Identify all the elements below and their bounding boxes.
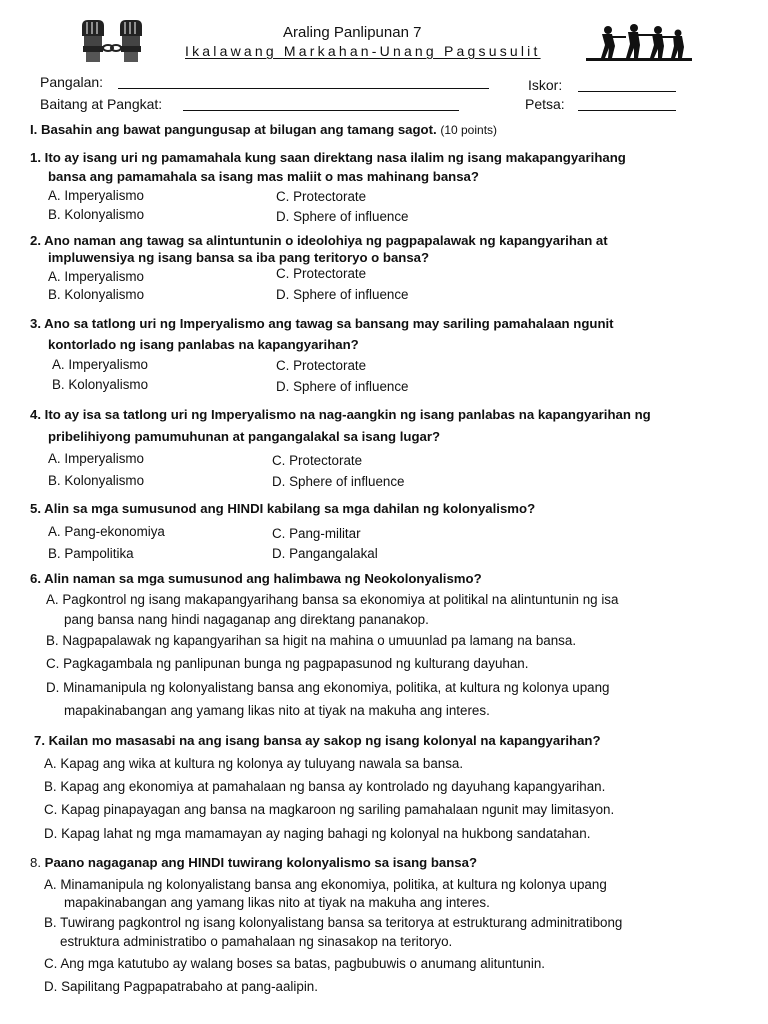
question-4: 4. Ito ay isa sa tatlong uri ng Imperyalismo na nag-aangkin ng isang panlabas na kapangyarihan ng — [30, 407, 651, 422]
question-8-number: 8. — [30, 855, 41, 870]
question-1: 1. Ito ay isang uri ng pamamahala kung saan direktang nasa ilalim ng isang makapangyarihang — [30, 150, 626, 165]
q8-option-a[interactable]: A. Minamanipula ng kolonyalistang bansa ang ekonomiya, politika, at kultura ng kolonya upang — [44, 877, 607, 892]
q5-option-d[interactable]: D. Pangangalakal — [272, 546, 378, 561]
q7-option-b[interactable]: B. Kapag ang ekonomiya at pamahalaan ng bansa ay kontrolado ng dayuhang kapangyarihan. — [44, 779, 606, 794]
q5-option-c[interactable]: C. Pang-militar — [272, 526, 361, 541]
question-7: 7. Kailan mo masasabi na ang isang bansa ay sakop ng isang kolonyal na kapangyarihan? — [34, 733, 601, 748]
q8-option-a-cont[interactable]: mapakinabangan ang yamang likas nito at tiyak na makuha ang interes. — [64, 895, 490, 910]
score-label: Iskor: — [528, 77, 563, 93]
q1-option-d[interactable]: D. Sphere of influence — [276, 209, 409, 224]
question-2: 2. Ano naman ang tawag sa alintuntunin o ideolohiya ng pagpapalawak ng kapangyarihan at — [30, 233, 608, 248]
q6-option-b[interactable]: B. Nagpapalawak ng kapangyarihan sa higit na mahina o umuunlad pa lamang na bansa. — [46, 633, 577, 648]
instruction — [30, 122, 497, 137]
name-label: Pangalan: — [40, 74, 104, 90]
question-3: 3. Ano sa tatlong uri ng Imperyalismo ang tawag sa bansang may sariling pamahalaan ngunit — [30, 316, 614, 331]
question-1-cont: bansa ang pamamahala sa isang mas maliit o mas mahinang bansa? — [48, 169, 479, 184]
soldiers-silhouette-icon — [586, 20, 692, 66]
q1-option-a[interactable]: A. Imperyalismo — [48, 188, 144, 203]
q8-option-c[interactable]: C. Ang mga katutubo ay walang boses sa batas, pagbubuwis o anumang alituntunin. — [44, 956, 545, 971]
q2-option-b[interactable]: B. Kolonyalismo — [48, 287, 145, 302]
q3-option-b[interactable]: B. Kolonyalismo — [52, 377, 149, 392]
q7-option-d[interactable]: D. Kapag lahat ng mga mamamayan ay naging bahagi ng kolonyal na hukbong sandatahan. — [44, 826, 591, 841]
q2-option-a[interactable]: A. Imperyalismo — [48, 269, 144, 284]
q5-option-b[interactable]: B. Pampolitika — [48, 546, 134, 561]
question-3-cont: kontorlado ng isang panlabas na kapangyarihan? — [48, 337, 359, 352]
question-5: 5. Alin sa mga sumusunod ang HINDI kabilang sa mga dahilan ng kolonyalismo? — [30, 501, 536, 516]
name-field[interactable] — [118, 88, 489, 89]
date-field[interactable] — [578, 110, 676, 111]
date-label: Petsa: — [525, 96, 565, 112]
q6-option-c[interactable]: C. Pagkagambala ng panlipunan bunga ng pagpapasunod ng kulturang dayuhan. — [46, 656, 529, 671]
q6-option-d-cont[interactable]: mapakinabangan ang yamang likas nito at tiyak na makuha ang interes. — [64, 703, 490, 718]
question-8 — [30, 855, 477, 870]
grade-label: Baitang at Pangkat: — [40, 96, 163, 112]
q8-option-d[interactable]: D. Sapilitang Pagpapatrabaho at pang-aalipin. — [44, 979, 318, 994]
q5-option-a[interactable]: A. Pang-ekonomiya — [48, 524, 165, 539]
instruction-text: I. Basahin ang bawat pangungusap at bilugan ang tamang sagot. — [30, 122, 437, 137]
q6-option-a[interactable]: A. Pagkontrol ng isang makapangyarihang bansa sa ekonomiya at politikal na alintuntunin ng isa — [46, 592, 619, 607]
q1-option-b[interactable]: B. Kolonyalismo — [48, 207, 145, 222]
q1-option-c[interactable]: C. Protectorate — [276, 189, 367, 204]
exam-subtitle: Ikalawang Markahan-Unang Pagsusulit — [185, 43, 541, 59]
chained-fists-icon — [78, 18, 146, 64]
q4-option-c[interactable]: C. Protectorate — [272, 453, 363, 468]
q7-option-a[interactable]: A. Kapag ang wika at kultura ng kolonya ay tuluyang nawala sa bansa. — [44, 756, 464, 771]
exam-title: Araling Panlipunan 7 — [283, 24, 422, 41]
question-6: 6. Alin naman sa mga sumusunod ang halimbawa ng Neokolonyalismo? — [30, 571, 482, 586]
question-8-text: Paano nagaganap ang HINDI tuwirang kolonyalismo sa isang bansa? — [44, 855, 478, 870]
q4-option-a[interactable]: A. Imperyalismo — [48, 451, 144, 466]
question-4-cont: pribelihiyong pamumuhunan at pangangalakal sa isang lugar? — [48, 429, 441, 444]
q7-option-c[interactable]: C. Kapag pinapayagan ang bansa na magkaroon ng sariling pamahalaan ngunit may limitasyon. — [44, 802, 615, 817]
q8-option-b[interactable]: B. Tuwirang pagkontrol ng isang kolonyalistang bansa sa teritorya at estrukturang adminitratibong — [44, 915, 623, 930]
grade-field[interactable] — [183, 110, 459, 111]
question-2-cont: impluwensiya ng isang bansa sa iba pang teritoryo o bansa? — [48, 250, 430, 265]
instruction-points: (10 points) — [440, 123, 498, 137]
q4-option-b[interactable]: B. Kolonyalismo — [48, 473, 145, 488]
q2-option-d[interactable]: D. Sphere of influence — [276, 287, 409, 302]
q2-option-c[interactable]: C. Protectorate — [276, 266, 367, 281]
q4-option-d[interactable]: D. Sphere of influence — [272, 474, 405, 489]
q3-option-c[interactable]: C. Protectorate — [276, 358, 367, 373]
score-field[interactable] — [578, 91, 676, 92]
q6-option-a-cont[interactable]: pang bansa nang hindi nagaganap ang direktang pananakop. — [64, 612, 429, 627]
q3-option-d[interactable]: D. Sphere of influence — [276, 379, 409, 394]
q6-option-d[interactable]: D. Minamanipula ng kolonyalistang bansa ang ekonomiya, politika, at kultura ng kolonya upang — [46, 680, 610, 695]
q3-option-a[interactable]: A. Imperyalismo — [52, 357, 148, 372]
q8-option-b-cont[interactable]: estruktura administratibo o pamahalaan ng sinasakop na teritoryo. — [60, 934, 453, 949]
